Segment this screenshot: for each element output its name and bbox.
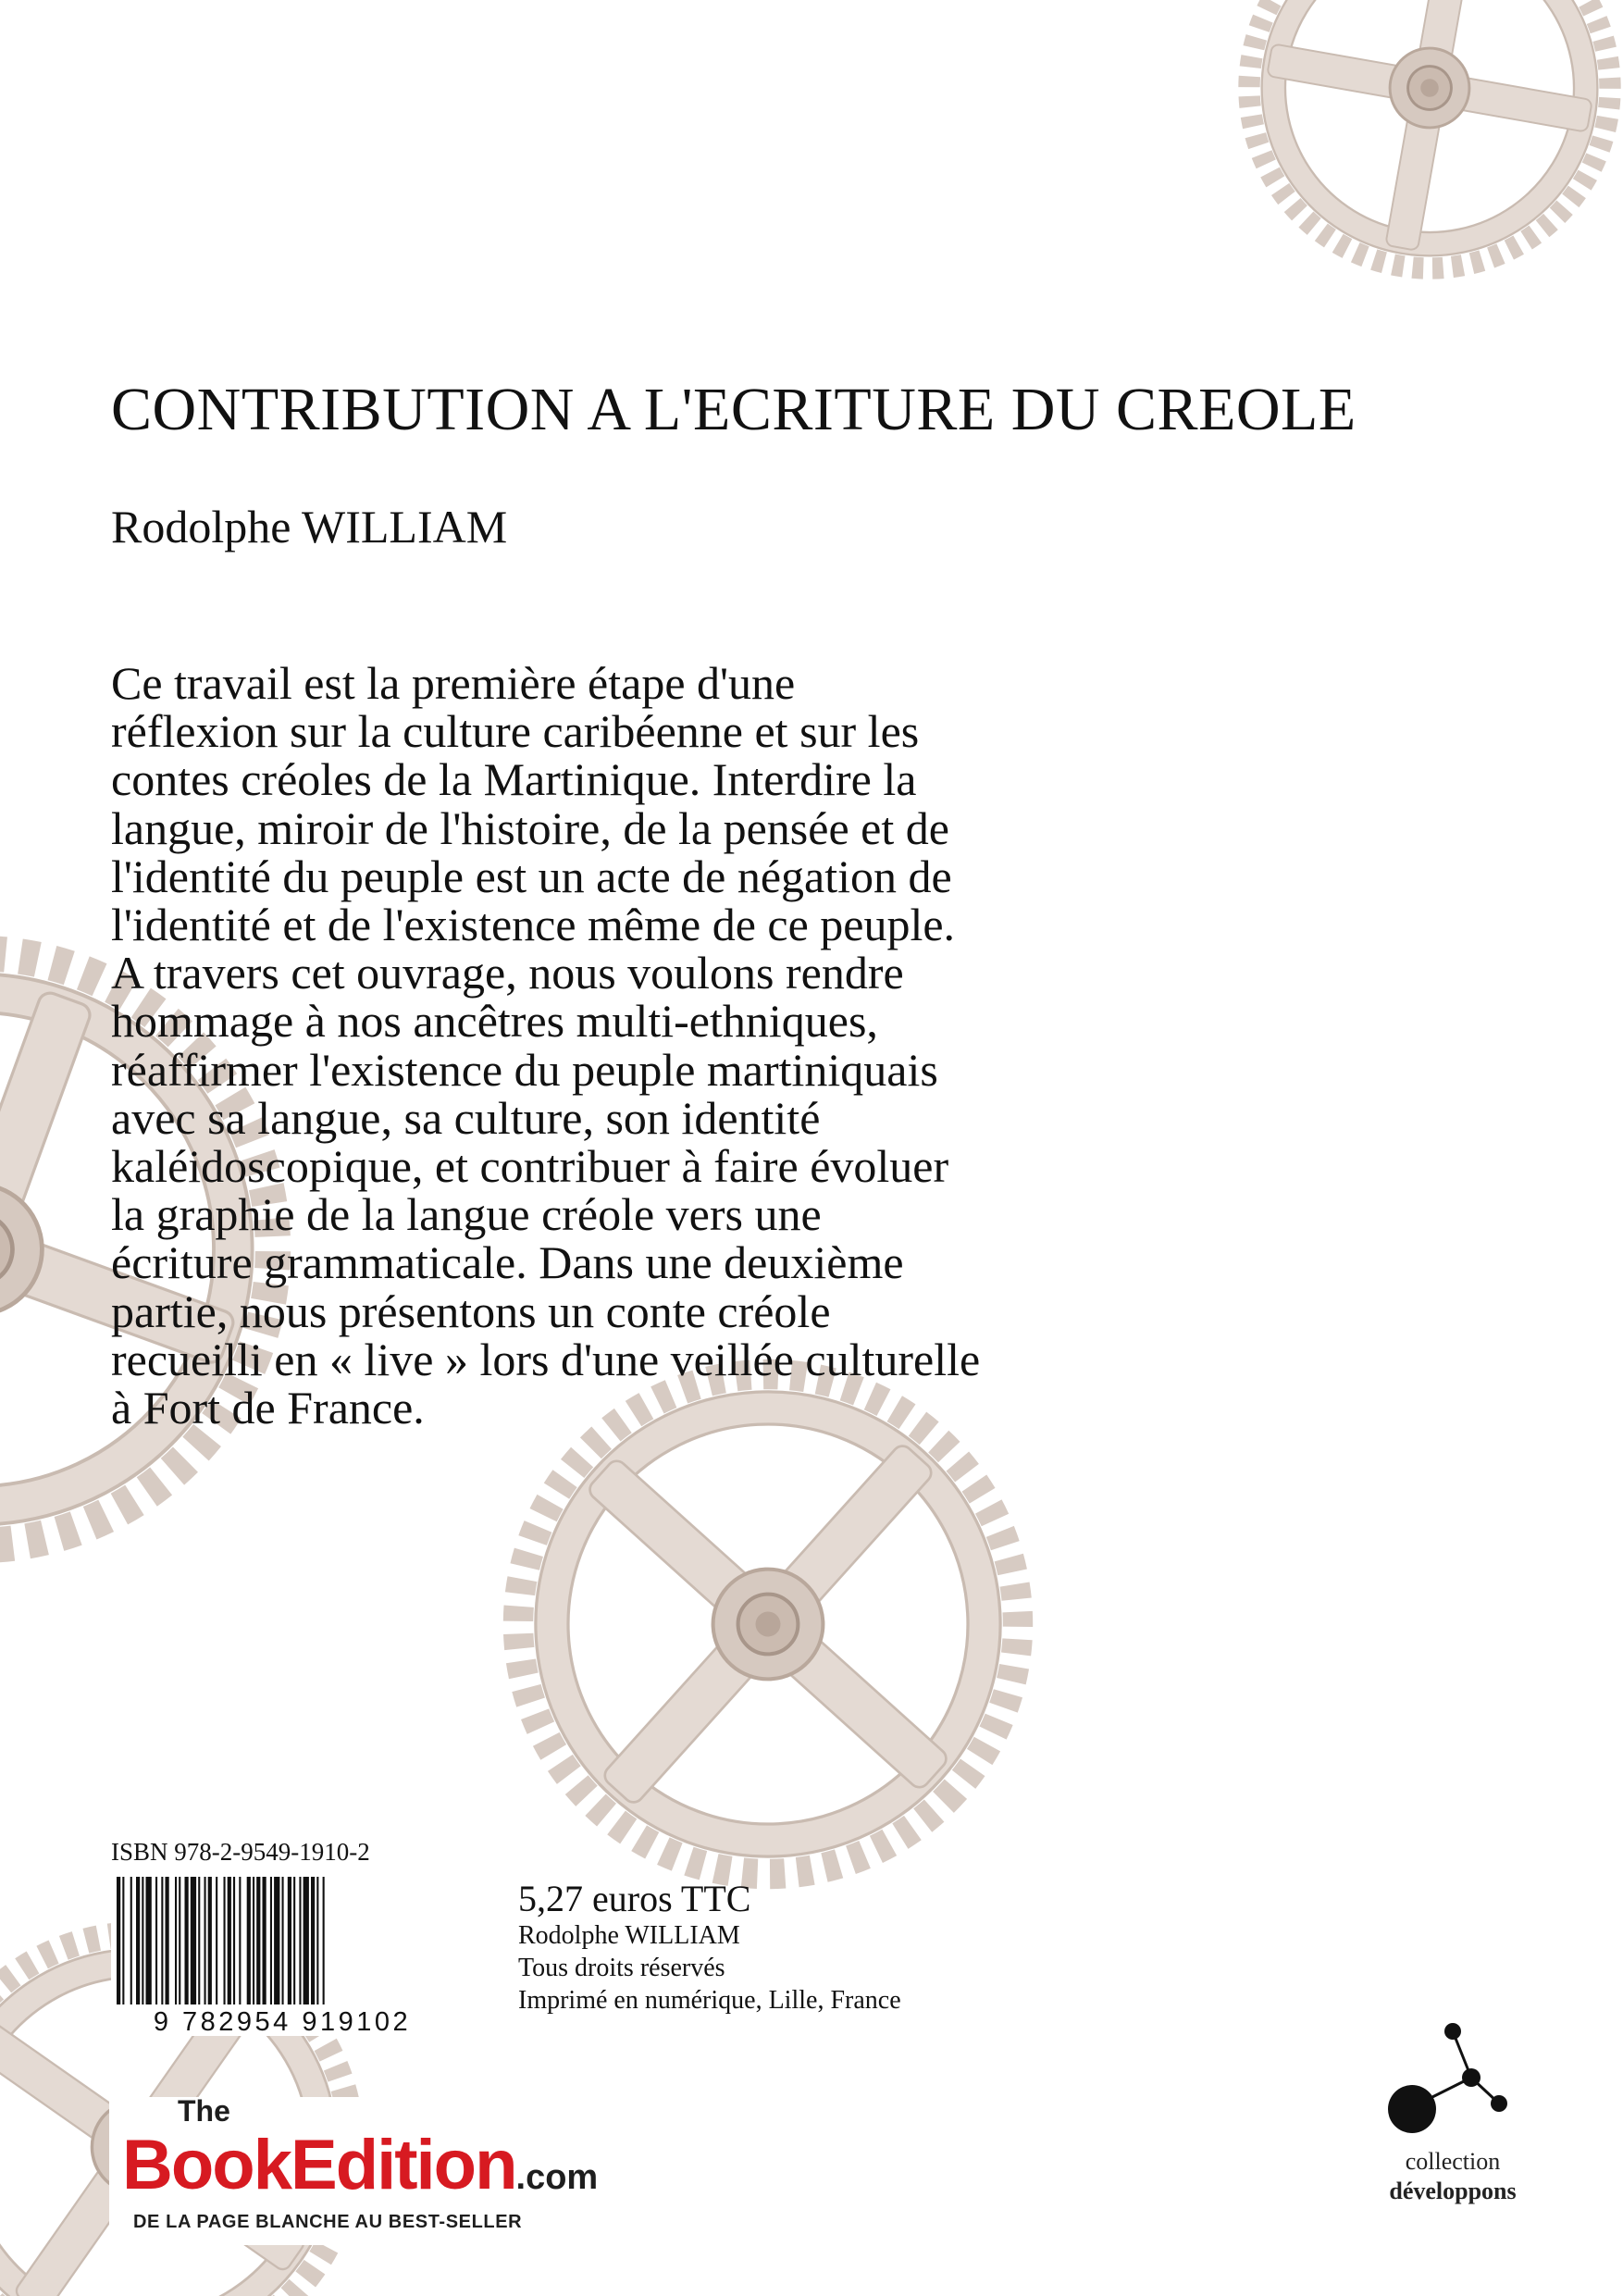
- isbn-label: ISBN 978-2-9549-1910-2: [111, 1838, 370, 1866]
- publisher-logo[interactable]: [109, 2094, 664, 2245]
- back-cover-blurb: [111, 659, 1268, 1432]
- barcode-bar: [204, 1877, 206, 2004]
- barcode-bar: [282, 1877, 284, 2004]
- barcode-bar: [288, 1877, 291, 2004]
- barcode-bar: [175, 1877, 177, 2004]
- blurb-line: langue, miroir de l'histoire, de la pensée et de: [111, 801, 949, 854]
- blurb-line: Ce travail est la première étape d'une: [111, 657, 796, 709]
- barcode-bar: [122, 1877, 124, 2004]
- barcode-bar: [239, 1877, 241, 2004]
- logo-the: The: [178, 2094, 230, 2128]
- logo-brand: BookEdition: [122, 2126, 516, 2204]
- blurb-line: réaffirmer l'existence du peuple martiniquais: [111, 1043, 938, 1096]
- collection-name: développons: [1389, 2178, 1517, 2204]
- blurb-line: réflexion sur la culture caribéenne et sur les: [111, 705, 920, 758]
- barcode-bar: [191, 1877, 196, 2004]
- barcode-bar: [130, 1877, 132, 2004]
- barcode-bar: [146, 1877, 152, 2004]
- barcode-bar: [247, 1877, 251, 2004]
- barcode-bar: [166, 1877, 169, 2004]
- barcode-bar: [293, 1877, 295, 2004]
- pricing-block: [518, 1879, 901, 2017]
- barcode-bars: [111, 1873, 453, 2007]
- barcode-bar: [155, 1877, 157, 2004]
- barcode-bar: [208, 1877, 212, 2004]
- blurb-line: avec sa langue, sa culture, son identité: [111, 1091, 821, 1144]
- barcode-bar: [233, 1877, 235, 2004]
- blurb-line: partie, nous présentons un conte créole: [111, 1285, 831, 1337]
- barcode-bar: [117, 1877, 120, 2004]
- barcode-bar: [311, 1877, 315, 2004]
- book-title: CONTRIBUTION A L'ECRITURE DU CREOLE: [111, 376, 1357, 443]
- barcode-bar: [228, 1877, 231, 2004]
- logo-tagline: DE LA PAGE BLANCHE AU BEST-SELLER: [133, 2212, 523, 2232]
- rights-holder: Rodolphe WILLIAM: [518, 1921, 740, 1950]
- barcode: [111, 1873, 453, 2036]
- blurb-line: kaléidoscopique, et contribuer à faire évoluer: [111, 1140, 949, 1193]
- blurb-line: recueilli en « live » lors d'une veillée culturelle: [111, 1333, 981, 1385]
- collection-label: collection: [1405, 2148, 1501, 2175]
- rights-notice: Tous droits réservés: [518, 1954, 725, 1982]
- blurb-line: contes créoles de la Martinique. Interdire la: [111, 753, 917, 806]
- collection-mark: [1369, 2020, 1555, 2233]
- barcode-bar: [274, 1877, 279, 2004]
- barcode-bar: [216, 1877, 217, 2004]
- blurb-line: l'identité et de l'existence même de ce peuple.: [111, 899, 956, 951]
- barcode-bar: [256, 1877, 260, 2004]
- barcode-digits: 9 782954 919102: [153, 2007, 412, 2037]
- barcode-bar: [161, 1877, 163, 2004]
- barcode-bar: [304, 1877, 309, 2004]
- molecule-icon: [1369, 2020, 1536, 2141]
- blurb-line: écriture grammaticale. Dans une deuxième: [111, 1236, 904, 1289]
- blurb-line: la graphie de la langue créole vers une: [111, 1188, 822, 1241]
- barcode-bar: [179, 1877, 180, 2004]
- barcode-bar: [263, 1877, 266, 2004]
- blurb-line: à Fort de France.: [111, 1382, 425, 1434]
- barcode-bar: [136, 1877, 140, 2004]
- barcode-bar: [270, 1877, 272, 2004]
- book-author: Rodolphe WILLIAM: [111, 501, 508, 552]
- blurb-line: l'identité du peuple est un acte de négation de: [111, 850, 952, 902]
- print-notice: Imprimé en numérique, Lille, France: [518, 1986, 901, 2015]
- logo-domain: .com: [515, 2158, 599, 2197]
- barcode-bar: [299, 1877, 301, 2004]
- barcode-bar: [323, 1877, 325, 2004]
- barcode-bar: [198, 1877, 200, 2004]
- barcode-bar: [142, 1877, 143, 2004]
- barcode-bar: [253, 1877, 254, 2004]
- barcode-bar: [316, 1877, 318, 2004]
- barcode-bar: [224, 1877, 226, 2004]
- logo-wordmark: [122, 2125, 598, 2205]
- barcode-bar: [185, 1877, 189, 2004]
- blurb-line: hommage à nos ancêtres multi-ethniques,: [111, 995, 878, 1048]
- blurb-line: A travers cet ouvrage, nous voulons rendre: [111, 947, 904, 999]
- price: 5,27 euros TTC: [518, 1878, 751, 1919]
